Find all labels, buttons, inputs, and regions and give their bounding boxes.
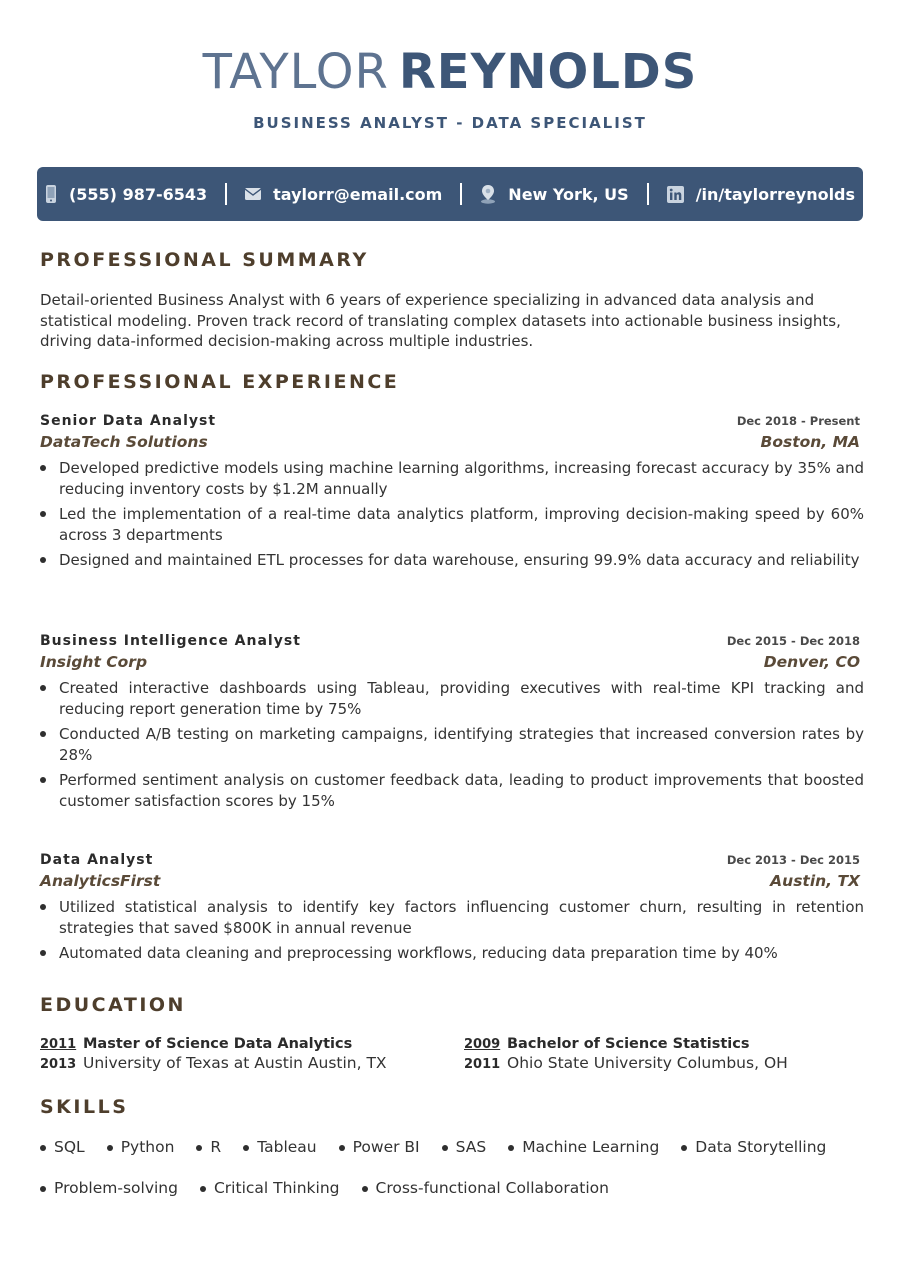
linkedin-text: /in/taylorreynolds <box>695 184 856 204</box>
contact-email <box>245 185 442 204</box>
job-bullets <box>40 458 864 571</box>
bullet-item: Created interactive dashboards using Tableau, providing executives with real-time KPI tracking and reducing report generation time by 75% <box>40 678 864 719</box>
bullet-item: Conducted A/B testing on marketing campaigns, identifying strategies that increased conversion rates by 28% <box>40 724 864 765</box>
skills-row <box>40 1179 870 1197</box>
contact-bar <box>37 167 863 221</box>
job-dates: Dec 2013 - Dec 2015 <box>726 853 860 867</box>
job-title: Senior Data Analyst <box>40 413 217 429</box>
linkedin-icon <box>667 186 684 203</box>
job-location: Denver, CO <box>763 653 860 671</box>
job-title: Data Analyst <box>40 852 154 868</box>
last-name: REYNOLDS <box>398 44 698 100</box>
job-title-heading: BUSINESS ANALYST - DATA SPECIALIST <box>253 114 647 132</box>
contact-divider <box>460 183 462 205</box>
contact-divider <box>225 183 227 205</box>
contact-phone <box>45 184 207 204</box>
phone-icon <box>45 184 57 204</box>
summary-heading: PROFESSIONAL SUMMARY <box>40 249 369 271</box>
edu-school: Ohio State University Columbus, OH <box>507 1054 788 1072</box>
skill-item: Python <box>107 1138 175 1156</box>
bullet-item: Performed sentiment analysis on customer feedback data, leading to product improvements that boosted customer satisfaction scores by 15% <box>40 770 864 811</box>
bullet-item: Led the implementation of a real-time data analytics platform, improving decision-making speed by 60% across 3 departments <box>40 504 864 545</box>
job-entry <box>40 852 864 969</box>
location-pin-icon <box>480 184 496 204</box>
edu-school: University of Texas at Austin Austin, TX <box>83 1054 387 1072</box>
contact-linkedin <box>667 185 855 204</box>
edu-degree: Master of Science Data Analytics <box>83 1036 353 1052</box>
job-location: Austin, TX <box>770 872 860 890</box>
skill-item: R <box>196 1138 221 1156</box>
job-entry <box>40 633 864 816</box>
skills-row <box>40 1138 870 1156</box>
skills-heading: SKILLS <box>40 1096 129 1118</box>
edu-degree: Bachelor of Science Statistics <box>507 1036 750 1052</box>
summary-text: Detail-oriented Business Analyst with 6 years of experience specializing in advanced data analysis and statistical modeling. Proven track record of translating complex datasets into actionable business insights, driving data-informed decision-making across multiple industries. <box>40 291 841 350</box>
first-name: TAYLOR <box>202 44 389 100</box>
skill-item: Machine Learning <box>508 1138 659 1156</box>
job-title: Business Intelligence Analyst <box>40 633 301 649</box>
skill-item: SQL <box>40 1138 85 1156</box>
job-dates: Dec 2015 - Dec 2018 <box>726 634 860 648</box>
edu-end-year: 2013 <box>40 1057 77 1072</box>
email-icon <box>245 188 261 200</box>
bullet-item: Developed predictive models using machine learning algorithms, increasing forecast accuracy by 35% and reducing inventory costs by $1.2M annually <box>40 458 864 499</box>
education-entry <box>464 1036 864 1072</box>
company-name: DataTech Solutions <box>40 433 208 451</box>
skill-item: Tableau <box>243 1138 316 1156</box>
education-entry <box>40 1036 440 1072</box>
edu-start-year: 2011 <box>40 1037 77 1052</box>
edu-end-year: 2011 <box>464 1057 501 1072</box>
email-text: taylorr@email.com <box>273 184 443 204</box>
experience-heading: PROFESSIONAL EXPERIENCE <box>40 371 400 393</box>
company-name: Insight Corp <box>40 653 148 671</box>
bullet-item: Automated data cleaning and preprocessing workflows, reducing data preparation time by 40% <box>40 943 864 964</box>
bullet-item: Utilized statistical analysis to identify key factors influencing customer churn, resulting in retention strategies that saved $800K in annual revenue <box>40 897 864 938</box>
edu-start-year: 2009 <box>464 1037 501 1052</box>
job-bullets <box>40 897 864 964</box>
phone-text: (555) 987-6543 <box>68 184 208 204</box>
skill-item: Cross-functional Collaboration <box>362 1179 609 1197</box>
candidate-name <box>0 44 900 100</box>
job-entry <box>40 413 864 576</box>
skill-item: Data Storytelling <box>681 1138 826 1156</box>
skill-item: Critical Thinking <box>200 1179 340 1197</box>
job-location: Boston, MA <box>760 433 860 451</box>
contact-location <box>480 184 628 204</box>
education-heading: EDUCATION <box>40 994 186 1016</box>
skill-item: Problem-solving <box>40 1179 178 1197</box>
skill-item: Power BI <box>339 1138 420 1156</box>
job-bullets <box>40 678 864 811</box>
skill-item: SAS <box>442 1138 487 1156</box>
location-text: New York, US <box>508 184 629 204</box>
contact-divider <box>647 183 649 205</box>
job-dates: Dec 2018 - Present <box>736 414 860 428</box>
bullet-item: Designed and maintained ETL processes for data warehouse, ensuring 99.9% data accuracy and reliability <box>40 550 864 571</box>
company-name: AnalyticsFirst <box>40 872 161 890</box>
